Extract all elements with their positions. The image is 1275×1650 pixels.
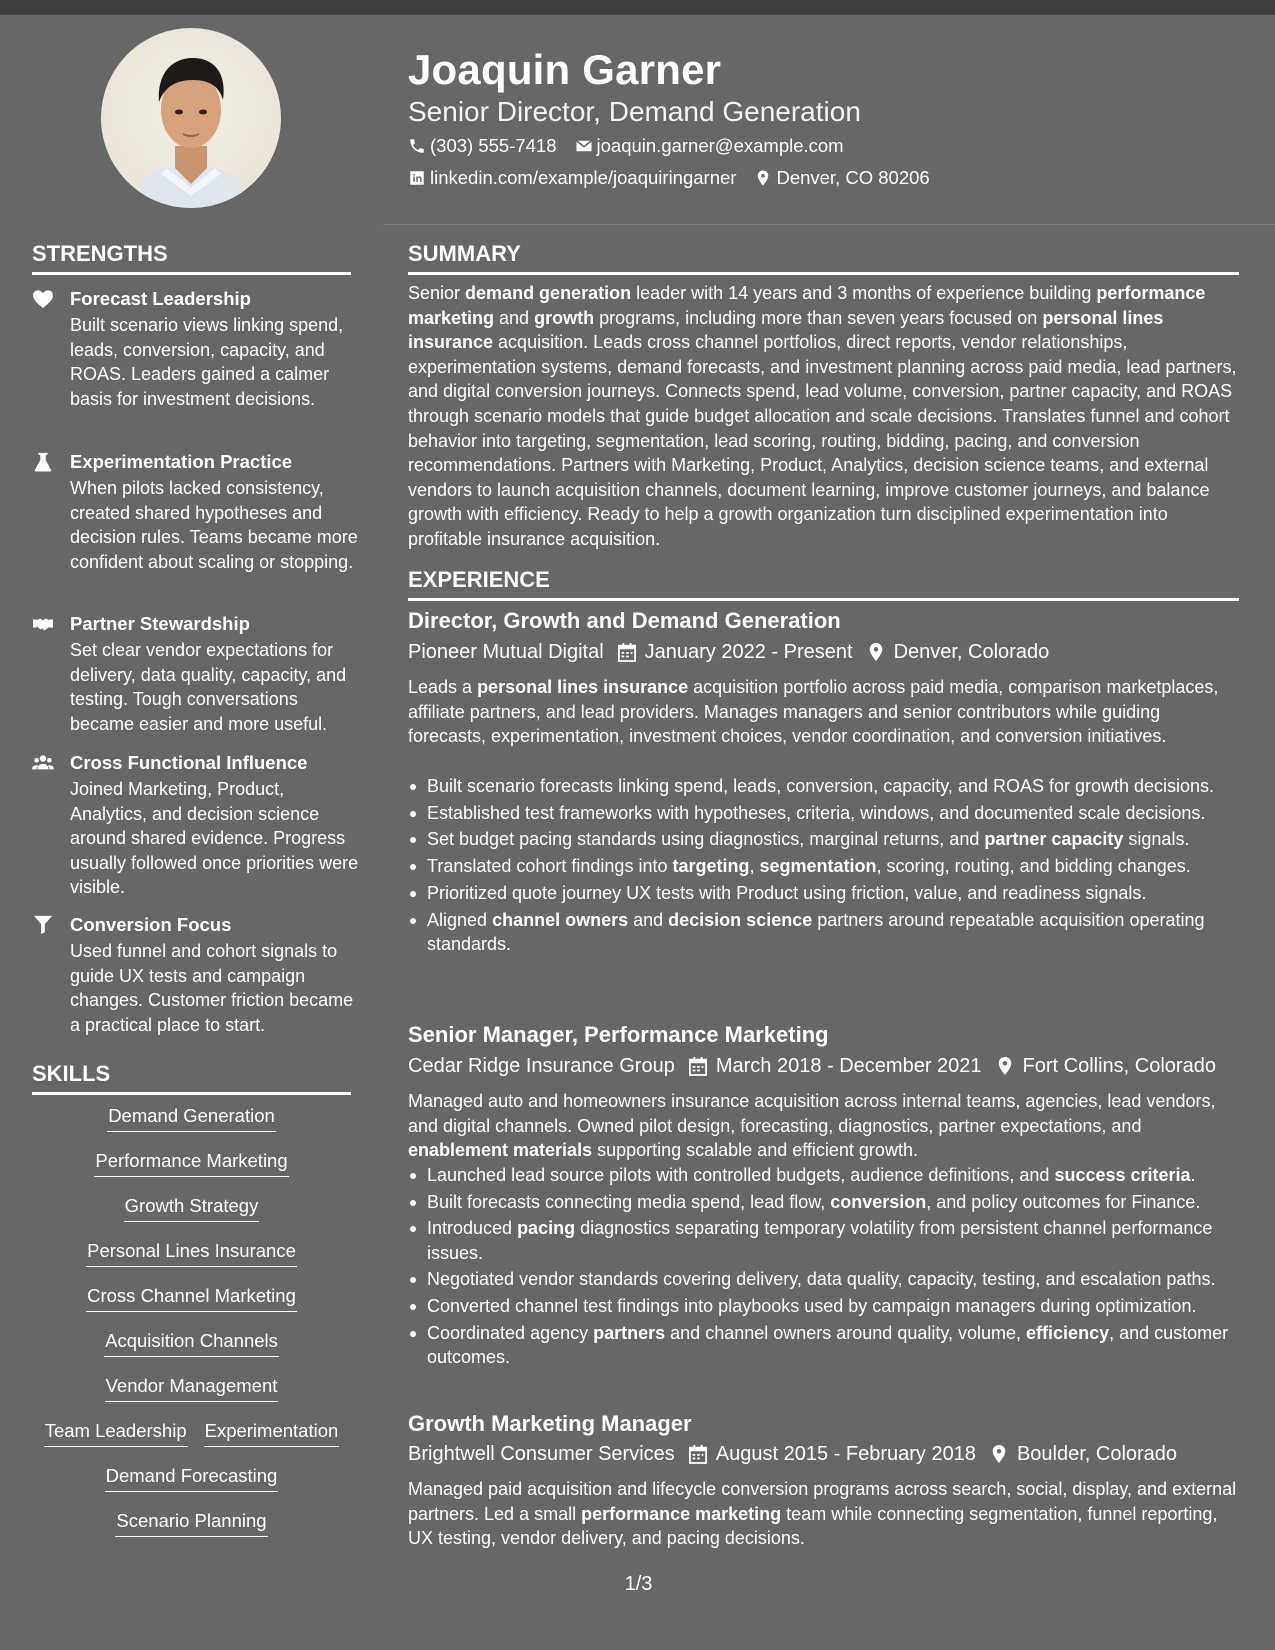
bold-phrase: success criteria	[1054, 1165, 1191, 1185]
job-title: Senior Manager, Performance Marketing	[408, 1022, 829, 1047]
linkedin-text: linkedin.com/example/joaquiringarner	[430, 167, 737, 188]
skill-tag: Performance Marketing	[94, 1149, 288, 1177]
strengths-heading: STRENGTHS	[32, 240, 351, 275]
job-dates: August 2015 - February 2018	[715, 1443, 976, 1465]
calendar-icon	[618, 642, 636, 662]
skills-list	[32, 1104, 351, 1554]
job-location: Fort Collins, Colorado	[1022, 1055, 1216, 1077]
funnel-icon	[32, 915, 54, 935]
location-contact	[754, 166, 929, 190]
bullet-item: Coordinated agency partners and channel owners around quality, volume, efficiency, and customer outcomes.	[408, 1321, 1238, 1369]
strength-desc: Used funnel and cohort signals to guide UX tests and campaign changes. Customer friction became a practical place to start.	[70, 941, 354, 1035]
email-contact[interactable]	[575, 134, 844, 158]
skill-tag: Vendor Management	[105, 1374, 279, 1402]
job-dates: January 2022 - Present	[644, 641, 853, 663]
strength-title: Forecast Leadership	[70, 288, 251, 309]
job-description: Leads a personal lines insurance acquisition portfolio across paid media, comparison marketplaces, affiliate partners, and lead providers. Manages managers and senior contributors while guiding forecasts, experimentation, investment choices, vendor coordination, and conversion initiatives.	[408, 677, 1219, 747]
bold-phrase: performance marketing	[581, 1503, 782, 1524]
strength-title: Experimentation Practice	[70, 451, 293, 472]
bold-phrase: partner capacity	[984, 829, 1124, 850]
phone-text: (303) 555-7418	[430, 135, 557, 156]
bullet-item: Set budget pacing standards using diagnostics, marginal returns, and partner capacity signals.	[408, 827, 1238, 851]
strength-title: Cross Functional Influence	[70, 752, 308, 773]
bold-phrase: conversion	[830, 1191, 927, 1212]
bold-phrase: personal lines insurance	[408, 307, 1164, 353]
bullet-item: Introduced pacing diagnostics separating temporary volatility from persistent channel performance issues.	[408, 1216, 1238, 1264]
job-meta	[408, 1441, 1177, 1467]
users-icon	[32, 753, 54, 773]
strength-desc: Joined Marketing, Product, Analytics, and decision science around shared evidence. Progress usually followed once priorities were visible.	[70, 779, 359, 897]
map-pin-icon	[867, 642, 885, 662]
phone-icon	[408, 137, 426, 155]
skill-tag: Growth Strategy	[124, 1194, 260, 1222]
skill-tag: Personal Lines Insurance	[86, 1239, 297, 1267]
strength-title: Partner Stewardship	[70, 613, 250, 634]
bold-phrase: segmentation	[759, 856, 877, 877]
skill-tag: Cross Channel Marketing	[86, 1284, 297, 1312]
calendar-icon	[689, 1444, 707, 1464]
map-pin-icon	[754, 169, 772, 187]
bullet-item: Translated cohort findings into targeting, segmentation, scoring, routing, and bidding changes.	[408, 854, 1238, 878]
summary-heading: SUMMARY	[408, 240, 1239, 275]
location-text: Denver, CO 80206	[776, 167, 930, 188]
bold-phrase: targeting	[672, 856, 750, 877]
bold-phrase: pacing	[517, 1218, 576, 1239]
skill-tag: Demand Generation	[107, 1104, 276, 1132]
bold-phrase: demand generation	[465, 283, 632, 303]
bullet-item: Converted channel test findings into playbooks used by campaign managers during optimization.	[408, 1294, 1238, 1318]
skill-tag: Team Leadership	[44, 1419, 188, 1447]
profile-photo-image	[101, 28, 281, 208]
bold-phrase: partners	[593, 1322, 666, 1343]
strength-title: Conversion Focus	[70, 914, 232, 935]
job-bullets	[408, 774, 1238, 958]
linkedin-contact[interactable]	[408, 166, 736, 190]
skill-tag: Acquisition Channels	[104, 1329, 279, 1357]
bullet-item: Prioritized quote journey UX tests with Product using friction, value, and readiness signals.	[408, 881, 1238, 905]
envelope-icon	[575, 137, 593, 155]
summary-text: Senior demand generation leader with 14 years and 3 months of experience building performance marketing and growth programs, including more than seven years focused on personal lines insurance acquisition. Leads cross channel portfolios, direct reports, vendor relationships, experimentation systems, demand forecasts, and investment planning across paid media, lead partners, and digital conversion journeys. Connects spend, lead volume, conversion, partner capacity, and ROAS through scenario models that guide budget allocation and scale decisions. Translates funnel and cohort behavior into targeting, segmentation, lead scoring, routing, bidding, pacing, and conversion recommendations. Partners with Marketing, Product, Analytics, decision science teams, and external vendors to launch acquisition channels, document learning, improve customer journeys, and balance growth with efficiency. Ready to help a growth organization turn disciplined experimentation into profitable insurance acquisition.	[408, 283, 1237, 549]
job-company: Cedar Ridge Insurance Group	[408, 1055, 675, 1077]
job-title: Growth Marketing Manager	[408, 1411, 692, 1436]
bold-phrase: personal lines insurance	[477, 677, 689, 697]
heart-icon	[32, 289, 54, 309]
skill-tag: Scenario Planning	[115, 1509, 267, 1537]
header-divider	[383, 224, 1275, 225]
job-company: Pioneer Mutual Digital	[408, 641, 604, 663]
job-meta	[408, 1053, 1216, 1079]
bold-phrase: decision science	[668, 909, 813, 930]
bullet-item: Established test frameworks with hypotheses, criteria, windows, and documented scale decisions.	[408, 801, 1238, 825]
page-number: 1/3	[624, 1573, 653, 1595]
bold-phrase: performance marketing	[408, 283, 1206, 328]
calendar-icon	[689, 1056, 707, 1076]
bold-phrase: growth	[534, 307, 595, 328]
job-location: Boulder, Colorado	[1016, 1443, 1178, 1465]
bullet-item: Launched lead source pilots with controlled budgets, audience definitions, and success criteria.	[408, 1163, 1238, 1187]
email-text: joaquin.garner@example.com	[596, 135, 844, 156]
job-description: Managed paid acquisition and lifecycle conversion programs across search, social, display, and external partners. Led a small performance marketing team while connecting segmentation, funnel reporting, UX testing, vendor delivery, and pacing decisions.	[408, 1479, 1237, 1549]
job-description: Managed auto and homeowners insurance acquisition across internal teams, agencies, lead vendors, and digital channels. Owned pilot design, forecasting, diagnostics, partner expectations, and enablement materials supporting scalable and efficient growth.	[408, 1091, 1216, 1161]
top-bar	[0, 0, 1275, 15]
bold-phrase: efficiency	[1026, 1322, 1110, 1343]
bold-phrase: enablement materials	[408, 1140, 593, 1161]
contact-row-2	[408, 166, 948, 190]
strength-desc: Set clear vendor expectations for delivery, data quality, capacity, and testing. Tough conversations became easier and more useful.	[70, 640, 347, 734]
map-pin-icon	[990, 1444, 1008, 1464]
profile-photo	[101, 28, 281, 208]
handshake-icon	[32, 614, 54, 634]
skill-tag: Demand Forecasting	[105, 1464, 279, 1492]
phone-contact[interactable]	[408, 134, 557, 158]
job-meta	[408, 639, 1049, 665]
job-title: Director, Growth and Demand Generation	[408, 608, 841, 633]
linkedin-icon	[408, 169, 426, 187]
flask-icon	[32, 452, 54, 472]
map-pin-icon	[996, 1056, 1014, 1076]
candidate-title: Senior Director, Demand Generation	[408, 96, 861, 127]
contact-row-1	[408, 134, 862, 158]
job-bullets	[408, 1163, 1238, 1372]
job-company: Brightwell Consumer Services	[408, 1443, 675, 1465]
bullet-item: Aligned channel owners and decision science partners around repeatable acquisition operating standards.	[408, 908, 1238, 956]
bold-phrase: channel owners	[492, 909, 629, 930]
bullet-item: Negotiated vendor standards covering delivery, data quality, capacity, testing, and escalation paths.	[408, 1267, 1238, 1291]
bullet-item: Built scenario forecasts linking spend, leads, conversion, capacity, and ROAS for growth decisions.	[408, 774, 1238, 798]
job-dates: March 2018 - December 2021	[715, 1055, 982, 1077]
bullet-item: Built forecasts connecting media spend, lead flow, conversion, and policy outcomes for Finance.	[408, 1190, 1238, 1214]
skill-tag: Experimentation	[204, 1419, 340, 1447]
job-location: Denver, Colorado	[893, 641, 1050, 663]
strength-desc: When pilots lacked consistency, created shared hypotheses and decision rules. Teams became more confident about scaling or stopping.	[70, 478, 358, 572]
strength-desc: Built scenario views linking spend, leads, conversion, capacity, and ROAS. Leaders gained a calmer basis for investment decisions.	[70, 315, 344, 409]
experience-heading: EXPERIENCE	[408, 566, 1239, 601]
skills-heading: SKILLS	[32, 1060, 351, 1095]
candidate-name: Joaquin Garner	[408, 46, 722, 93]
